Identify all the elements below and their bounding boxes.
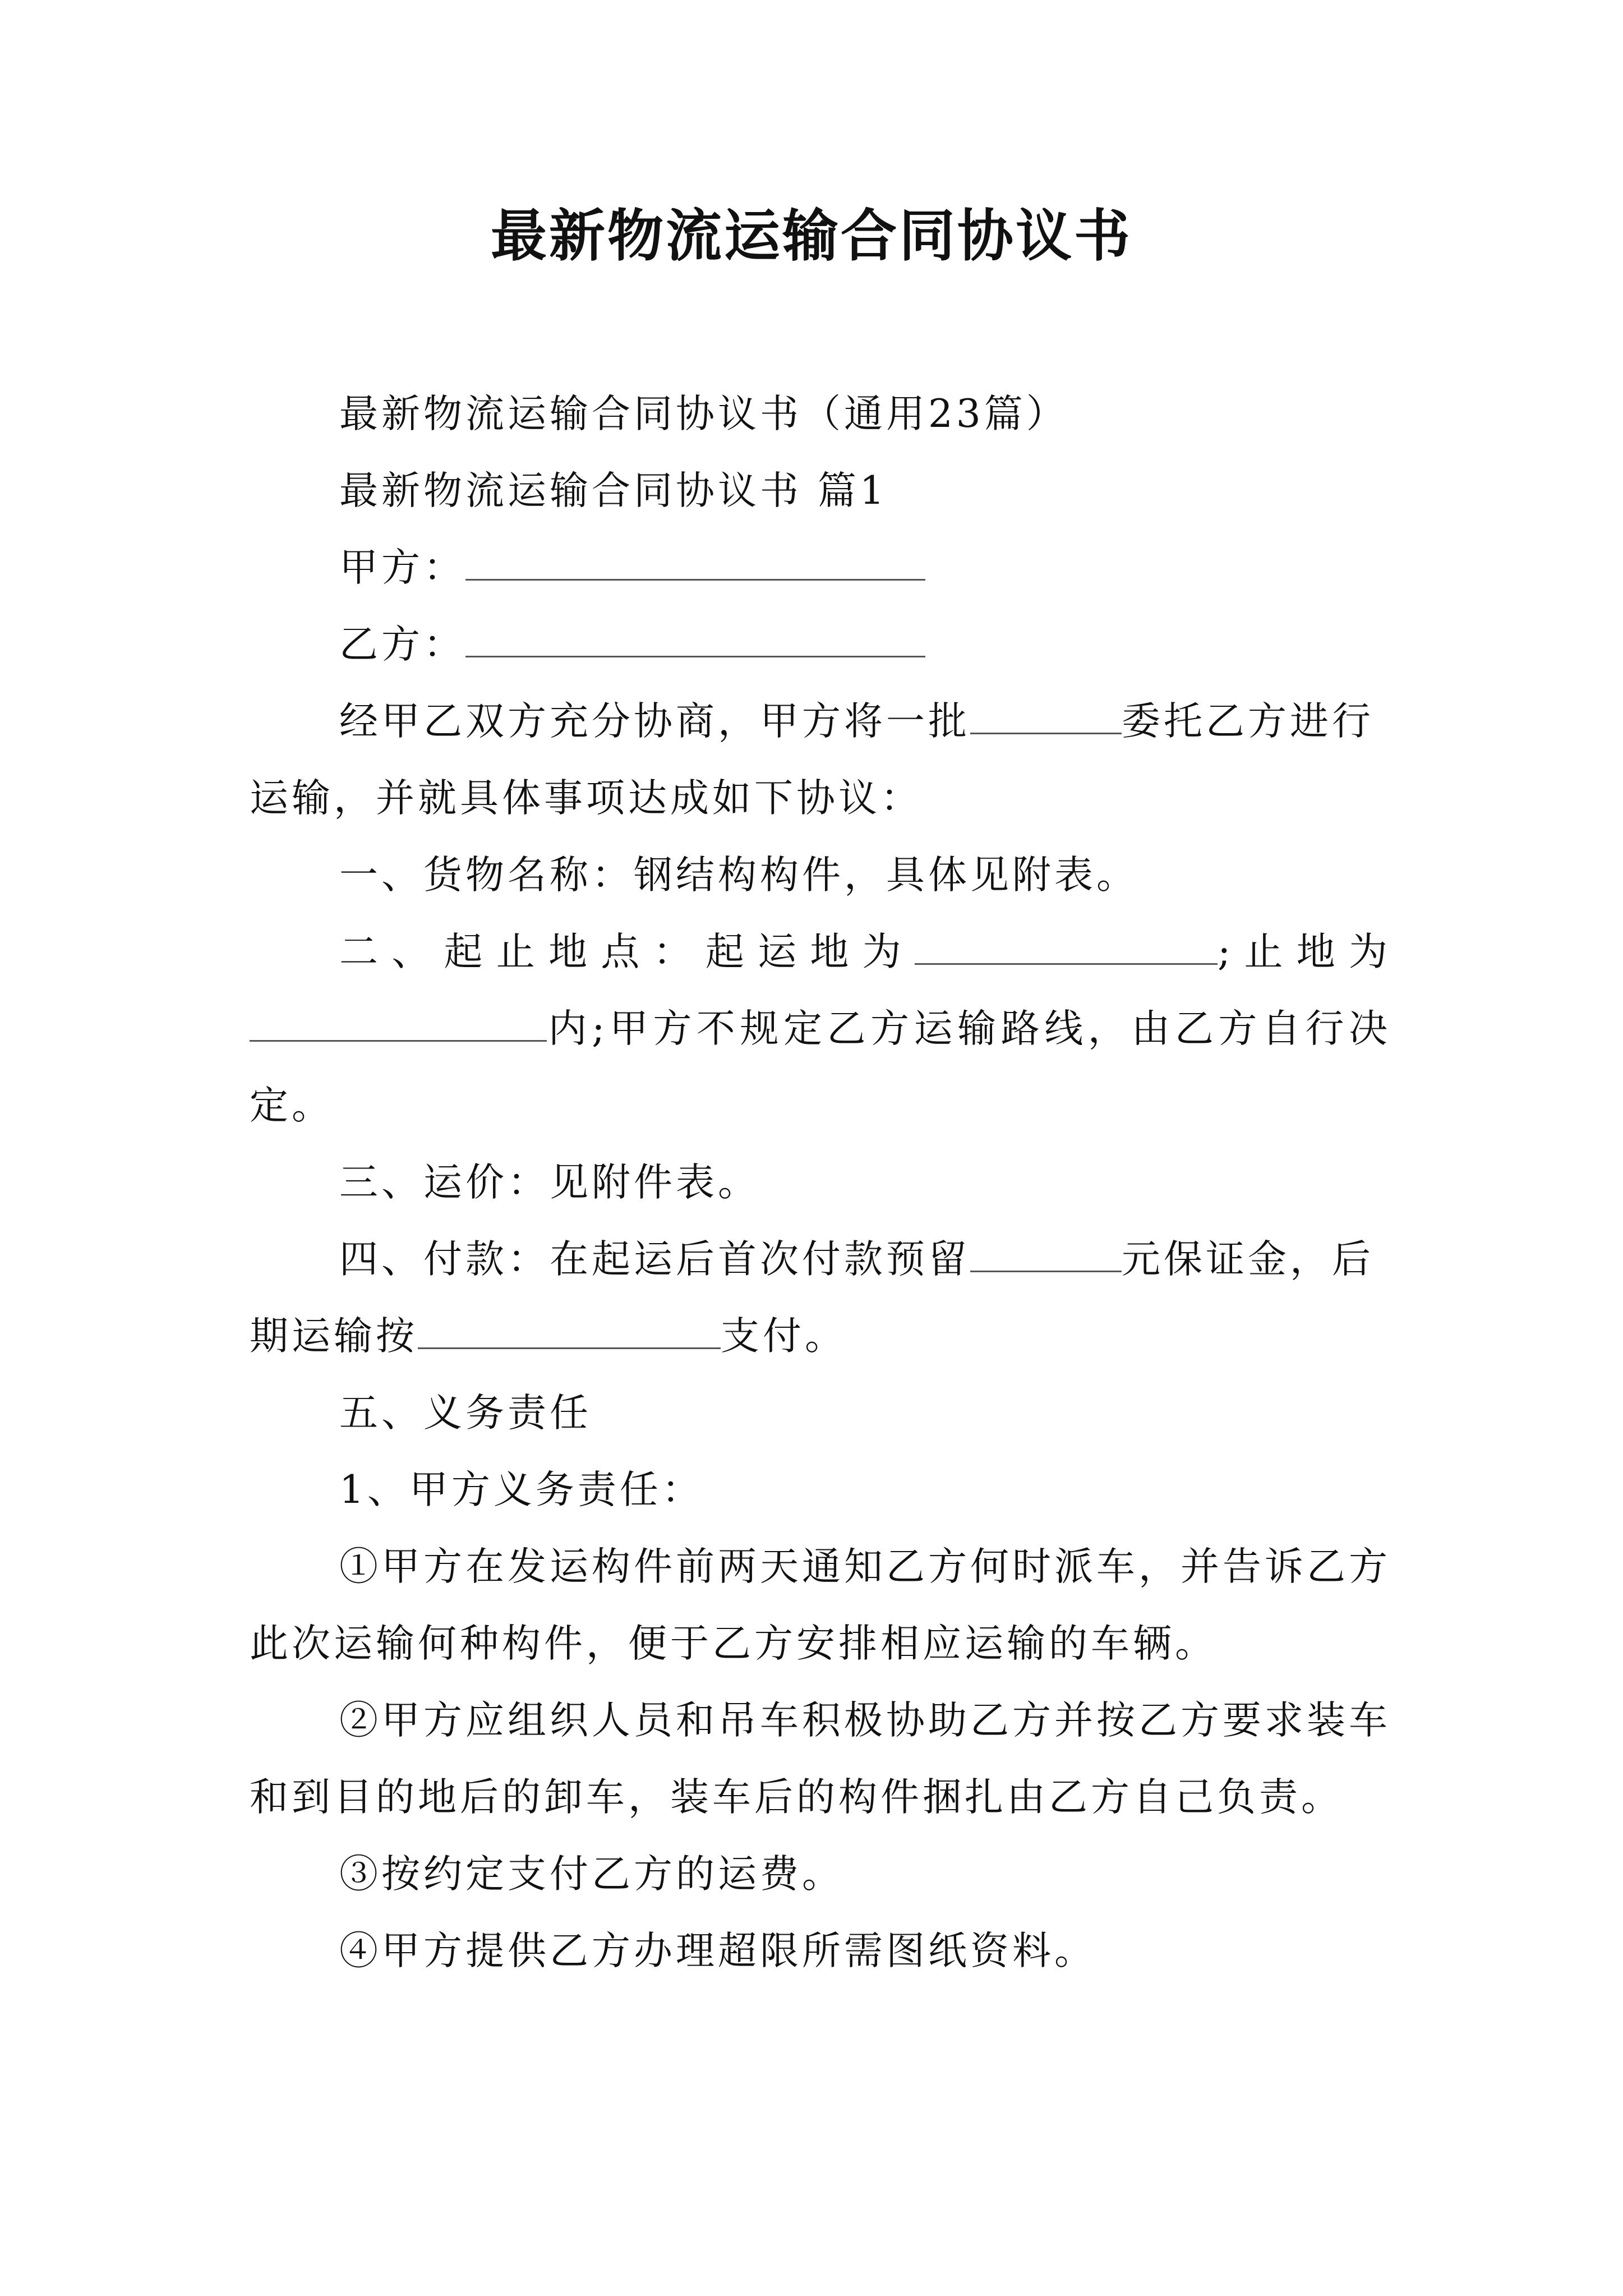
sub-clause-1: 1、甲方义务责任：	[339, 1467, 704, 1512]
clause-2-part3: 内;甲方不规定乙方运输路线，由乙方自行决定。	[250, 1006, 1391, 1128]
intro-paragraph	[250, 683, 1391, 837]
deposit-blank	[970, 1237, 1122, 1272]
duty-item: ④甲方提供乙方办理超限所需图纸资料。	[339, 1929, 1096, 1973]
party-a-line	[250, 530, 1391, 606]
clause-5: 五、义务责任	[339, 1391, 592, 1435]
chapter-heading: 最新物流运输合同协议书 篇1	[339, 468, 888, 513]
document-title: 最新物流运输合同协议书	[491, 203, 1132, 269]
clause-4-part3: 支付。	[721, 1314, 847, 1359]
clause-3: 三、运价：见附件表。	[339, 1160, 760, 1205]
goods-blank	[970, 699, 1122, 734]
party-a-label: 甲方：	[339, 545, 465, 590]
intro-before: 经甲乙双方充分协商，甲方将一批	[339, 699, 970, 744]
duty-item: ③按约定支付乙方的运费。	[339, 1852, 844, 1897]
party-b-blank	[465, 622, 925, 657]
clause-2	[250, 914, 1391, 1144]
document-body	[250, 376, 1391, 1990]
clause-4	[250, 1221, 1391, 1375]
clause-4-part2: 元保证金，后期运输按	[250, 1237, 1374, 1359]
intro-after: 委托乙方进行运输，并就具体事项达成如下协议：	[250, 699, 1374, 821]
destination-blank	[250, 1006, 547, 1042]
subtitle: 最新物流运输合同协议书（通用23篇）	[339, 392, 1068, 436]
party-b-line	[250, 606, 1391, 683]
clause-1: 一、货物名称：钢结构构件，具体见附表。	[339, 853, 1138, 898]
clause-2-part1: 二、起止地点：起运地为	[339, 930, 915, 974]
party-a-blank	[465, 545, 925, 581]
origin-blank	[915, 930, 1218, 965]
duty-item: ②甲方应组织人员和吊车积极协助乙方并按乙方要求装车和到目的地后的卸车，装车后的构件捆扎由乙方自己负责。	[250, 1698, 1391, 1820]
payment-method-blank	[418, 1314, 721, 1349]
party-b-label: 乙方：	[339, 622, 465, 667]
clause-2-part2: ;止地为	[1217, 930, 1391, 974]
duty-item: ①甲方在发运构件前两天通知乙方何时派车，并告诉乙方此次运输何种构件，便于乙方安排相应运输的车辆。	[250, 1544, 1391, 1666]
clause-4-part1: 四、付款：在起运后首次付款预留	[339, 1237, 970, 1282]
